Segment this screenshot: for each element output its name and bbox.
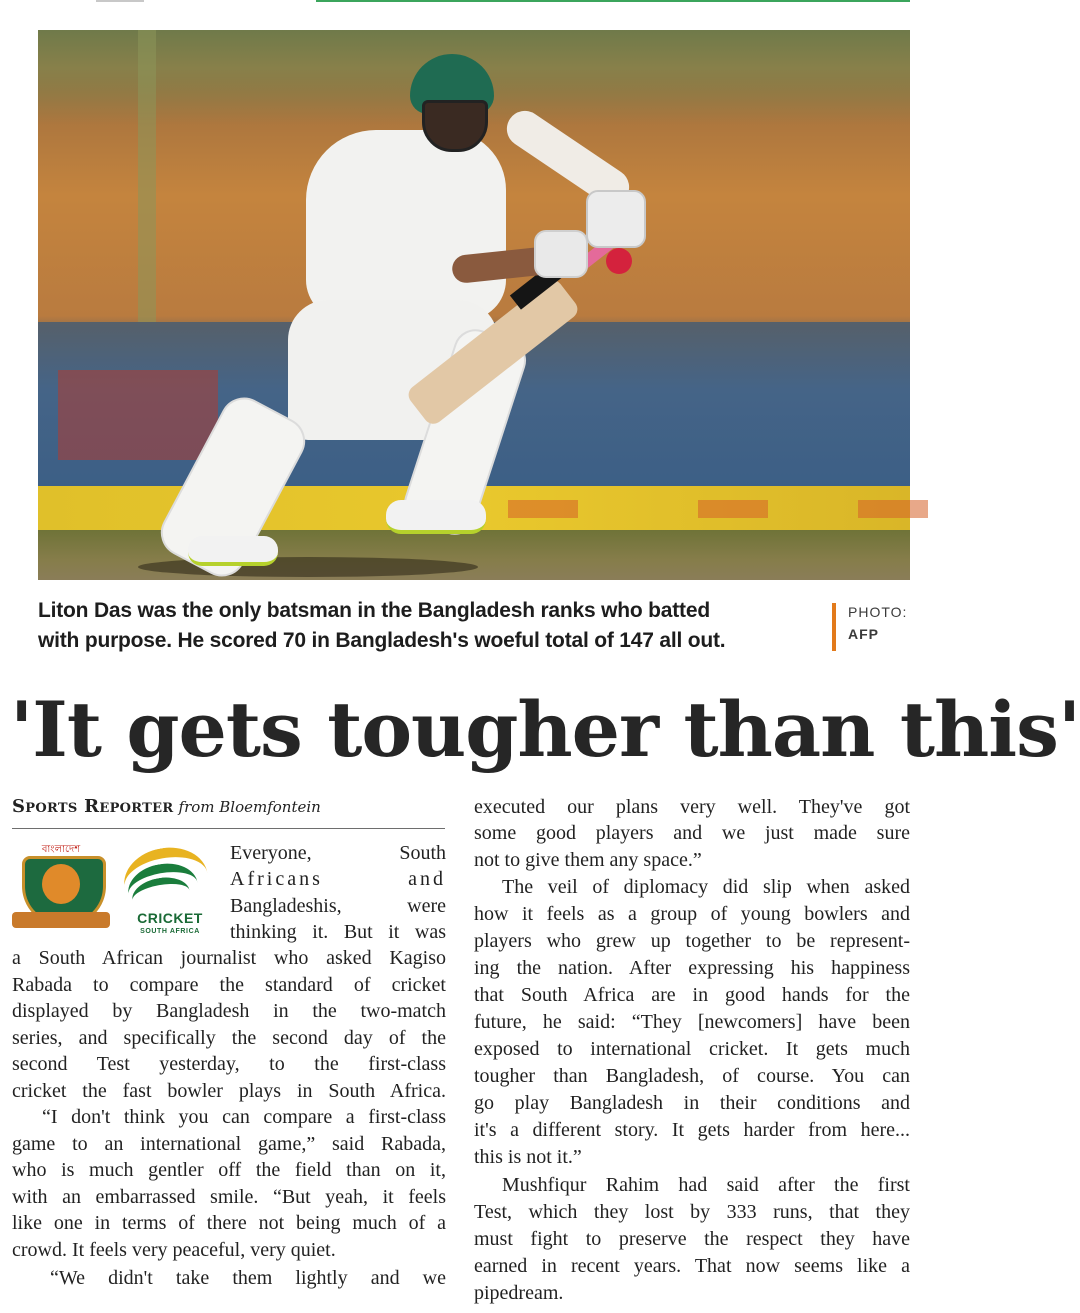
article-line: “We didn't take them lightly and we xyxy=(50,1267,446,1289)
article-line: earned in recent years. That now seems like a xyxy=(474,1255,910,1277)
article-line: it's a different story. It gets harder from here... xyxy=(474,1119,910,1141)
article-line: game to an international game,” said Rabada, xyxy=(12,1133,446,1155)
article-line: second Test yesterday, to the first-class xyxy=(12,1053,446,1075)
bangladesh-cricket-board-logo xyxy=(12,842,110,938)
photo-strip-logo xyxy=(858,500,928,518)
csa-logo-name: CRICKET xyxy=(137,910,203,926)
photo-credit-name: AFP xyxy=(848,626,879,642)
photo-credit-bar xyxy=(832,603,836,651)
helmet-grill xyxy=(422,100,488,152)
photo-credit-label: PHOTO: xyxy=(848,604,908,620)
article-line: pipedream. xyxy=(474,1282,564,1304)
byline xyxy=(12,796,321,817)
article-line: Rabada to compare the standard of cricket xyxy=(12,974,446,996)
article-line: cricket the fast bowler plays in South Africa. xyxy=(12,1080,446,1102)
byline-location: from Bloemfontein xyxy=(178,798,321,816)
photo-caption xyxy=(38,596,798,656)
tiger-icon xyxy=(42,864,80,904)
photo-background-pole xyxy=(138,30,156,340)
top-margin-mark xyxy=(96,0,144,2)
article-line: some good players and we just made sure xyxy=(474,822,910,844)
article-line: that South Africa are in good hands for the xyxy=(474,984,910,1006)
article-line: go play Bangladesh in their conditions and xyxy=(474,1092,910,1114)
article-line: like one in terms of there not being much of a xyxy=(12,1212,446,1234)
top-green-rule xyxy=(316,0,910,2)
article-line: Africans and xyxy=(230,868,446,890)
article-line: “I don't think you can compare a first-class xyxy=(42,1106,446,1128)
cricket-ball xyxy=(606,248,632,274)
csa-logo-subtitle: SOUTH AFRICA xyxy=(140,928,200,935)
article-line: exposed to international cricket. It gets much xyxy=(474,1038,910,1060)
article-line: who is much gentler off the field than on it, xyxy=(12,1159,446,1181)
article-line: tougher than Bangladesh, of course. You can xyxy=(474,1065,910,1087)
photo-strip-logo xyxy=(508,500,578,518)
article-line: The veil of diplomacy did slip when asked xyxy=(502,876,910,898)
article-line: Mushfiqur Rahim had said after the first xyxy=(502,1174,910,1196)
byline-reporter: Sports Reporter xyxy=(12,796,174,817)
article-line: how it feels as a group of young bowlers and xyxy=(474,903,910,925)
article-line: this is not it.” xyxy=(474,1146,582,1168)
article-line: Everyone, South xyxy=(230,842,446,864)
article-line: a South African journalist who asked Kagiso xyxy=(12,947,446,969)
article-line: must fight to preserve the respect they have xyxy=(474,1228,910,1250)
article-line: thinking it. But it was xyxy=(230,921,446,943)
article-line: players who grew up together to be represent- xyxy=(474,930,910,952)
article-line: executed our plans very well. They've got xyxy=(474,796,910,818)
batsman-glove-lower xyxy=(534,230,588,278)
cricket-south-africa-logo xyxy=(118,840,218,940)
article-line: displayed by Bangladesh in the two-match xyxy=(12,1000,446,1022)
article-line: with an embarrassed smile. “But yeah, it feels xyxy=(12,1186,446,1208)
batsman-glove-upper xyxy=(586,190,646,248)
article-line: Test, which they lost by 333 runs, that they xyxy=(474,1201,910,1223)
byline-rule xyxy=(12,828,445,829)
batsman-shoe-back xyxy=(188,536,278,566)
bcb-logo-text: বাংলাদেশ xyxy=(41,844,81,855)
batsman-photo xyxy=(38,30,910,580)
caption-line: Liton Das was the only batsman in the Bangladesh ranks who batted xyxy=(38,599,710,622)
photo-board-graphic xyxy=(58,370,218,460)
batsman-shoe-front xyxy=(386,500,486,534)
article-line: ing the nation. After expressing his happiness xyxy=(474,957,910,979)
headline: 'It gets tougher than this' xyxy=(10,685,1080,774)
bcb-ribbon xyxy=(12,912,110,928)
article-line: not to give them any space.” xyxy=(474,849,702,871)
article-line: crowd. It feels very peaceful, very quiet. xyxy=(12,1239,336,1261)
article-line: Bangladeshis, were xyxy=(230,895,446,917)
batsman-torso xyxy=(306,130,506,320)
caption-line: with purpose. He scored 70 in Bangladesh's woeful total of 147 all out. xyxy=(38,629,726,652)
photo-strip-logo xyxy=(698,500,768,518)
article-line: series, and specifically the second day of the xyxy=(12,1027,446,1049)
article-line: future, he said: “They [newcomers] have been xyxy=(474,1011,910,1033)
